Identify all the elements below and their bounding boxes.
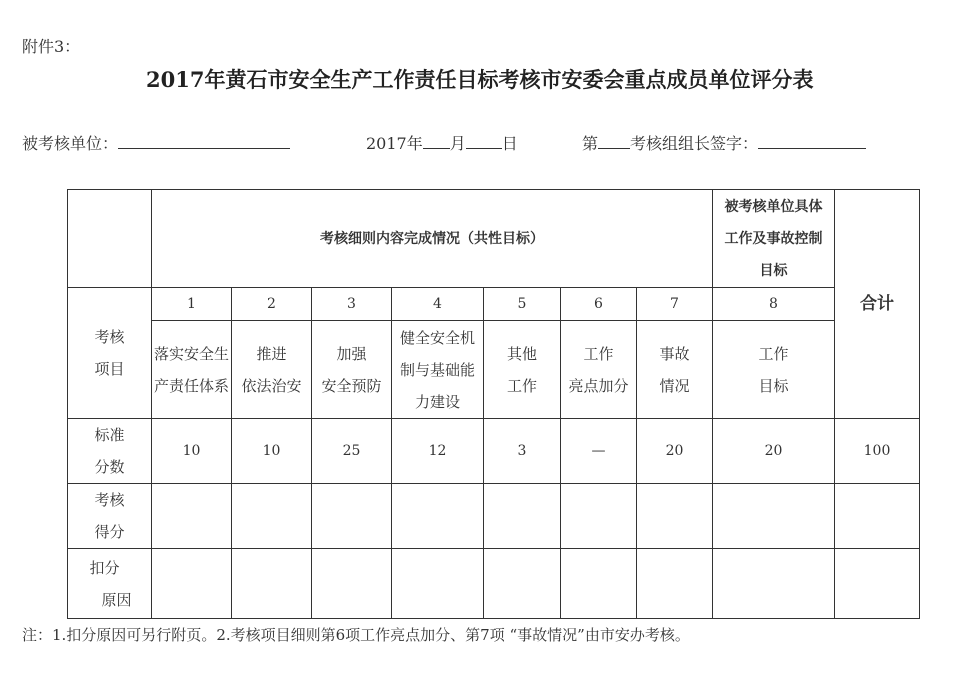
standard-score: 12: [392, 419, 484, 484]
score-cell[interactable]: [152, 484, 232, 549]
item-name: 加强 安全预防: [312, 321, 392, 419]
reason-cell[interactable]: [312, 549, 392, 619]
score-cell[interactable]: [392, 484, 484, 549]
leader-signature-label: 考核组组长签字：: [630, 134, 759, 153]
reason-cell[interactable]: [392, 549, 484, 619]
month-label: 月: [449, 134, 466, 153]
standard-score-label: 标准 分数: [68, 419, 152, 484]
page-title: 2017年黄石市安全生产工作责任目标考核市安委会重点成员单位评分表: [146, 67, 814, 92]
assessed-unit-blank[interactable]: [118, 133, 290, 149]
specific-target-header: 被考核单位具体 工作及事故控制 目标: [713, 190, 835, 288]
leader-signature-blank[interactable]: [758, 133, 866, 149]
reason-cell[interactable]: [152, 549, 232, 619]
reason-cell[interactable]: [484, 549, 561, 619]
score-cell[interactable]: [713, 484, 835, 549]
item-number: 3: [312, 288, 392, 321]
item-number: 5: [484, 288, 561, 321]
item-name: 健全安全机 制与基础能 力建设: [392, 321, 484, 419]
item-name: 其他 工作: [484, 321, 561, 419]
standard-score: 10: [152, 419, 232, 484]
date-field: [366, 131, 518, 154]
reason-cell[interactable]: [713, 549, 835, 619]
score-table: [67, 189, 920, 619]
item-name: 工作 目标: [713, 321, 835, 419]
total-header: 合计: [835, 190, 920, 419]
score-cell[interactable]: [312, 484, 392, 549]
item-number: 8: [713, 288, 835, 321]
standard-score: 3: [484, 419, 561, 484]
deduction-reason-label: 扣分 原因: [68, 549, 152, 619]
item-number: 4: [392, 288, 484, 321]
standard-score-total: 100: [835, 419, 920, 484]
item-number: 1: [152, 288, 232, 321]
day-blank[interactable]: [466, 133, 502, 149]
assessed-unit-label: 被考核单位：: [22, 134, 119, 153]
standard-score: 20: [637, 419, 713, 484]
year-label: 2017年: [366, 134, 423, 153]
leader-signature-field: [582, 131, 866, 154]
assessed-score-label: 考核 得分: [68, 484, 152, 549]
item-name: 推进 依法治安: [232, 321, 312, 419]
reason-total-cell[interactable]: [835, 549, 920, 619]
standard-score: 10: [232, 419, 312, 484]
standard-score: 25: [312, 419, 392, 484]
item-number: 2: [232, 288, 312, 321]
group-number-blank[interactable]: [598, 133, 630, 149]
item-name: 事故 情况: [637, 321, 713, 419]
item-number: 7: [637, 288, 713, 321]
score-cell[interactable]: [232, 484, 312, 549]
score-cell[interactable]: [484, 484, 561, 549]
reason-cell[interactable]: [561, 549, 637, 619]
standard-score: 20: [713, 419, 835, 484]
assessed-unit-field: [22, 131, 290, 154]
day-label: 日: [501, 134, 518, 153]
item-number: 6: [561, 288, 637, 321]
item-name: 工作 亮点加分: [561, 321, 637, 419]
group-prefix-label: 第: [582, 134, 599, 153]
footnote: 注：1.扣分原因可另行附页。2.考核项目细则第6项工作亮点加分、第7项 “事故情况”由市安办考核。: [22, 626, 690, 644]
common-target-header: 考核细则内容完成情况（共性目标）: [152, 190, 713, 288]
item-row-label: 考核 项目: [68, 288, 152, 419]
reason-cell[interactable]: [637, 549, 713, 619]
score-cell[interactable]: [637, 484, 713, 549]
score-cell[interactable]: [561, 484, 637, 549]
score-total-cell[interactable]: [835, 484, 920, 549]
month-blank[interactable]: [423, 133, 450, 149]
corner-cell: [68, 190, 152, 288]
item-name: 落实安全生 产责任体系: [152, 321, 232, 419]
attachment-label: 附件3：: [22, 37, 81, 56]
standard-score: —: [561, 419, 637, 484]
reason-cell[interactable]: [232, 549, 312, 619]
